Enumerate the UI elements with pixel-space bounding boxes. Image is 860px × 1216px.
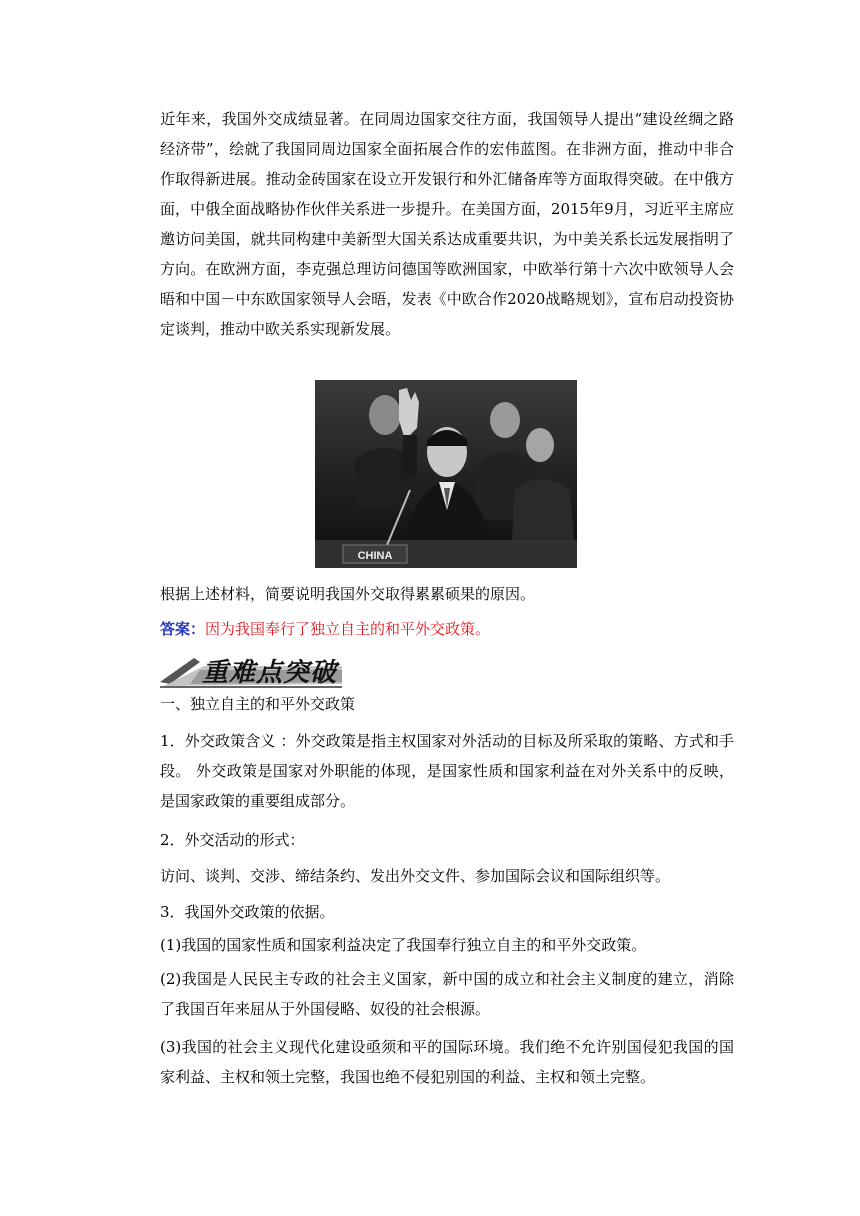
nameplate-label: CHINA <box>357 550 393 562</box>
basis-2-text: (2)我国是人民民主专政的社会主义国家，新中国的成立和社会主义制度的建立，消除了我国百年来屈从于外国侵略、奴役的社会根源。 <box>160 970 734 1018</box>
item1-paragraph <box>160 726 734 816</box>
news-photo <box>315 380 577 568</box>
item2-title: 2．外交活动的形式： <box>160 831 305 849</box>
basis-2-paragraph <box>160 964 734 1024</box>
answer-label: 答案： <box>160 620 206 638</box>
intro-paragraph <box>160 104 734 344</box>
intro-text: 近年来，我国外交成绩显著。在同周边国家交往方面，我国领导人提出“建设丝绸之路经济带”，绘就了我国同周边国家全面拓展合作的宏伟蓝图。在非洲方面，推动中非合作取得新进展。推动金砖国家在设立开发银行和外汇储备库等方面取得突破。在中俄方面，中俄全面战略协作伙伴关系进一步提升。在美国方面，2015年9月，习近平主席应邀访问美国，就共同构建中美新型大国关系达成重要共识，为中美关系长远发展指明了方向。在欧洲方面，李克强总理访问德国等欧洲国家，中欧举行第十六次中欧领导人会晤和中国－中东欧国家领导人会晤，发表《中欧合作2020战略规划》，宣布启动投资协定谈判，推动中欧关系实现新发展。 <box>160 110 734 338</box>
answer-line <box>160 617 490 641</box>
section-banner-text: 重难点突破 <box>202 658 338 688</box>
basis-3-paragraph <box>160 1032 734 1092</box>
basis-3-text: (3)我国的社会主义现代化建设亟须和平的国际环境。我们绝不允许别国侵犯我国的国家利益、主权和领土完整，我国也绝不侵犯别国的利益、主权和领土完整。 <box>160 1038 734 1086</box>
basis-1: (1)我国的国家性质和国家利益决定了我国奉行独立自主的和平外交政策。 <box>160 936 647 954</box>
question-text: 根据上述材料，简要说明我国外交取得累累硕果的原因。 <box>160 585 536 603</box>
item1-text: 1．外交政策含义 ：外交政策是指主权国家对外活动的目标及所采取的策略、方式和手段。 外交政策是国家对外职能的体现，是国家性质和国家利益在对外关系中的反映，是国家政策的重要组成部分。 <box>160 732 734 810</box>
section-heading: 一、独立自主的和平外交政策 <box>160 695 356 713</box>
section-banner <box>160 648 342 688</box>
item2-text: 访问、谈判、交涉、缔结条约、发出外交文件、参加国际会议和国际组织等。 <box>160 867 671 885</box>
answer-text: 因为我国奉行了独立自主的和平外交政策。 <box>205 620 491 638</box>
item3-title: 3．我国外交政策的依据。 <box>160 903 335 921</box>
